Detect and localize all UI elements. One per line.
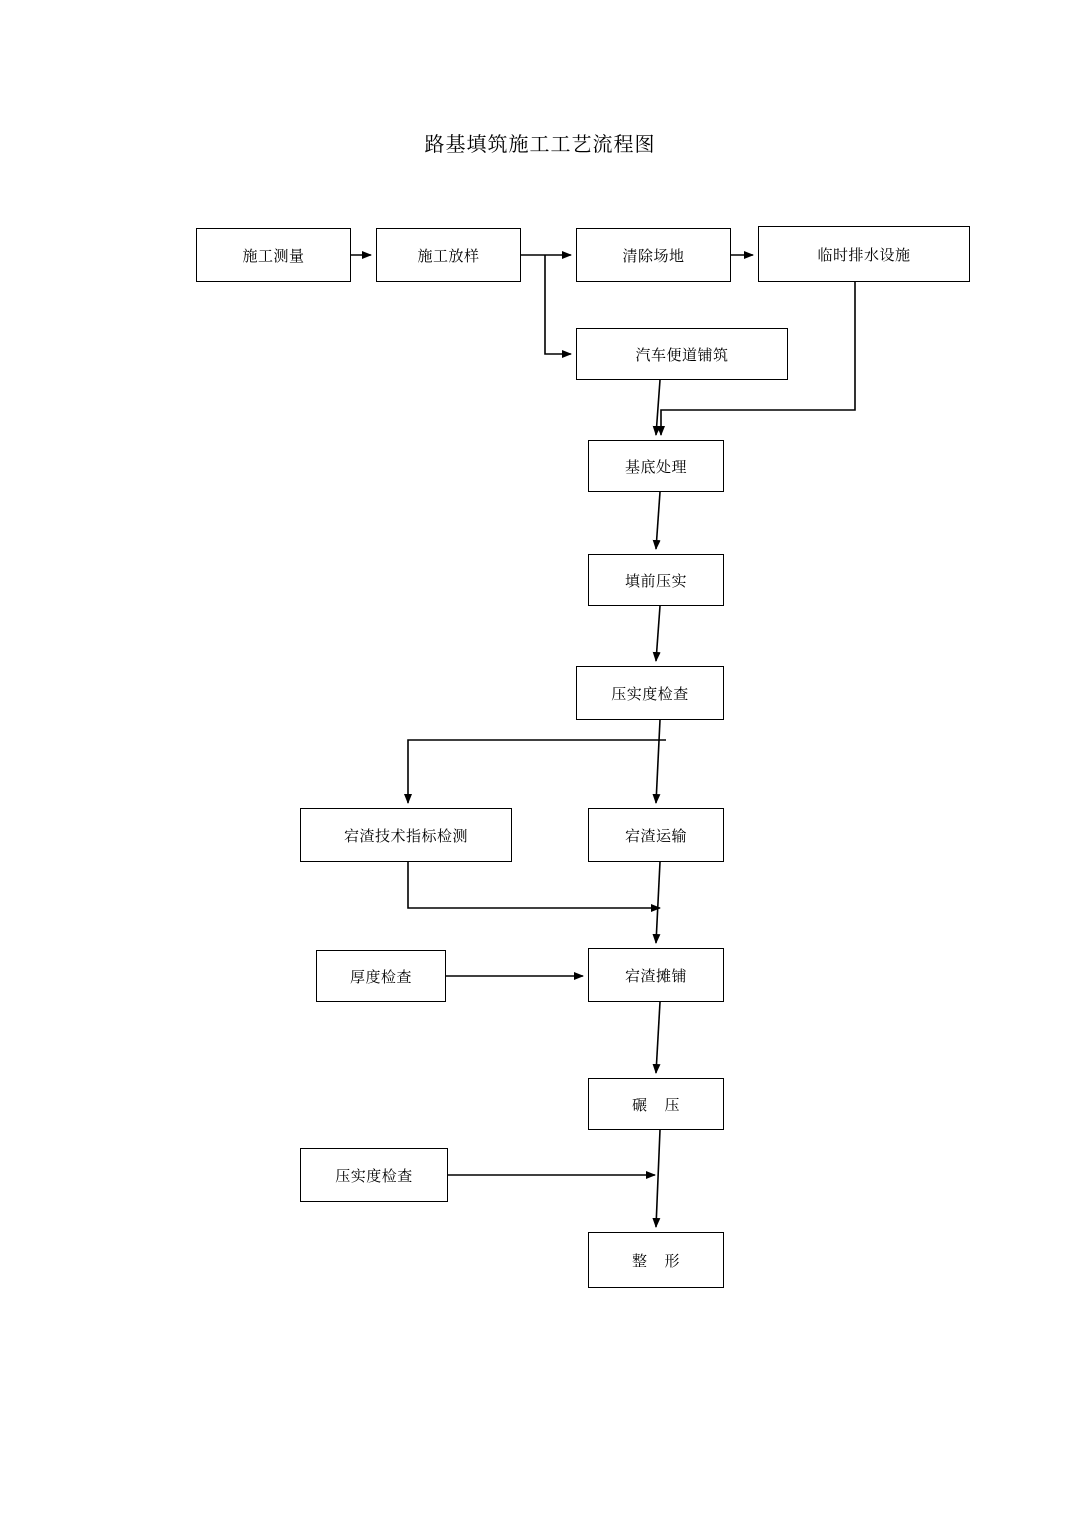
edge-compaction-check-to-slag-transport	[656, 720, 660, 803]
node-site-clearing[interactable]	[576, 228, 731, 282]
node-label: 压实度检查	[335, 1168, 413, 1185]
edge-setting-out-to-access-road	[545, 255, 571, 354]
node-label: 临时排水设施	[817, 247, 911, 264]
node-label: 汽车便道铺筑	[635, 347, 729, 364]
node-slag-transport[interactable]	[588, 808, 724, 862]
edge-rolling-to-shaping	[656, 1130, 660, 1227]
edge-access-road-to-subgrade-prep	[656, 380, 660, 435]
node-label: 施工测量	[242, 248, 305, 265]
edge-subgrade-prep-to-pre-compact	[656, 492, 660, 549]
page-title: 路基填筑施工工艺流程图	[424, 134, 656, 156]
node-survey[interactable]	[196, 228, 351, 282]
edge-slag-index-test-to-slag-paving	[408, 862, 660, 908]
node-subgrade-prep[interactable]	[588, 440, 724, 492]
node-compaction-check[interactable]	[576, 666, 724, 720]
node-temp-drainage[interactable]	[758, 226, 970, 282]
node-label: 宕渣技术指标检测	[343, 828, 468, 845]
node-label: 施工放样	[417, 248, 480, 265]
edge-compaction-check-to-slag-index-test	[408, 740, 666, 803]
node-label: 清除场地	[622, 248, 685, 265]
node-slag-index-test[interactable]	[300, 808, 512, 862]
node-label: 碾 压	[631, 1097, 680, 1114]
node-compaction-check-2[interactable]	[300, 1148, 448, 1202]
node-pre-compact[interactable]	[588, 554, 724, 606]
node-label: 压实度检查	[611, 686, 689, 703]
node-label: 整 形	[631, 1253, 680, 1270]
node-thickness-check[interactable]	[316, 950, 446, 1002]
node-setting-out[interactable]	[376, 228, 521, 282]
node-label: 基底处理	[624, 459, 687, 476]
node-rolling[interactable]	[588, 1078, 724, 1130]
node-slag-paving[interactable]	[588, 948, 724, 1002]
node-access-road[interactable]	[576, 328, 788, 380]
node-label: 填前压实	[624, 573, 687, 590]
edge-pre-compact-to-compaction-check	[656, 606, 660, 661]
node-shaping[interactable]	[588, 1232, 724, 1288]
node-label: 厚度检查	[349, 969, 412, 986]
edge-slag-transport-to-slag-paving	[656, 862, 660, 943]
edge-slag-paving-to-rolling	[656, 1002, 660, 1073]
node-label: 宕渣运输	[624, 828, 687, 845]
node-label: 宕渣摊铺	[624, 968, 687, 985]
